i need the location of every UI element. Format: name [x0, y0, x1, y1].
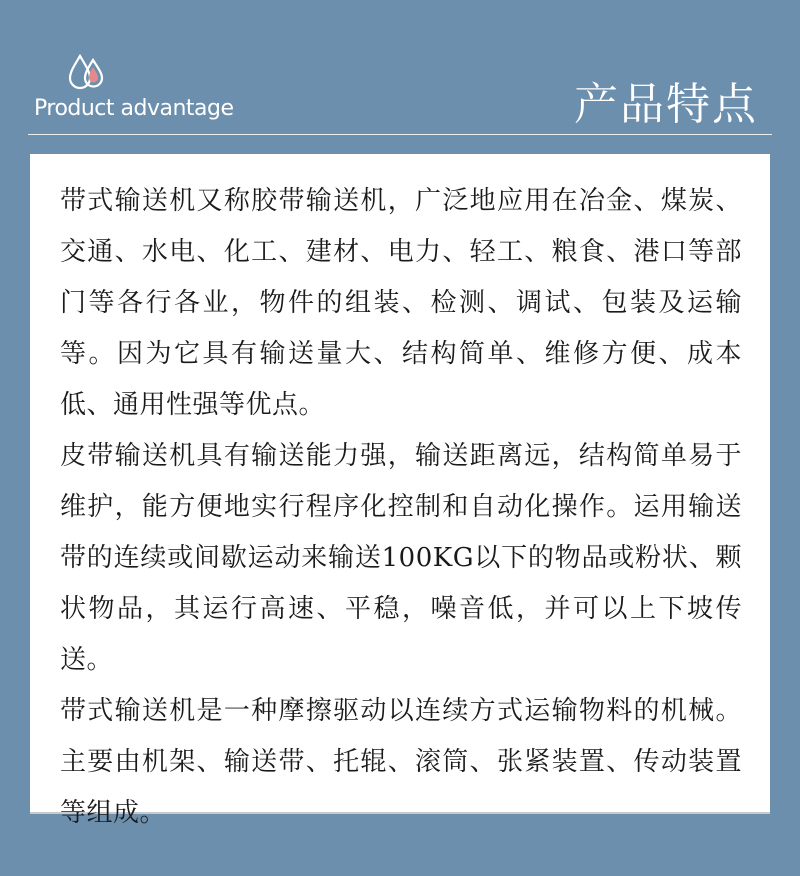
- content-card: [30, 154, 770, 828]
- paragraph-3: 带式输送机是一种摩擦驱动以连续方式运输物料的机械。主要由机架、输送带、托辊、滚筒、张紧装置、传动装置等组成。: [60, 696, 742, 828]
- water-drop-logo-icon: [66, 50, 110, 94]
- chinese-section-title: 产品特点: [574, 79, 758, 130]
- english-section-title: Product advantage: [34, 96, 234, 121]
- header-divider: [28, 134, 772, 135]
- paragraph-1: 带式输送机又称胶带输送机，广泛地应用在冶金、煤炭、交通、水电、化工、建材、电力、轻工、粮食、港口等部门等各行各业，物件的组装、检测、调试、包装及运输等。因为它具有输送量大、结构简单、维修方便、成本低、通用性强等优点。: [60, 186, 742, 420]
- paragraph-2: 皮带输送机具有输送能力强，输送距离远，结构简单易于维护，能方便地实行程序化控制和自动化操作。运用输送带的连续或间歇运动来输送100KG以下的物品或粉状、颗状物品，其运行高速、平稳，噪音低，并可以上下坡传送。: [60, 441, 742, 675]
